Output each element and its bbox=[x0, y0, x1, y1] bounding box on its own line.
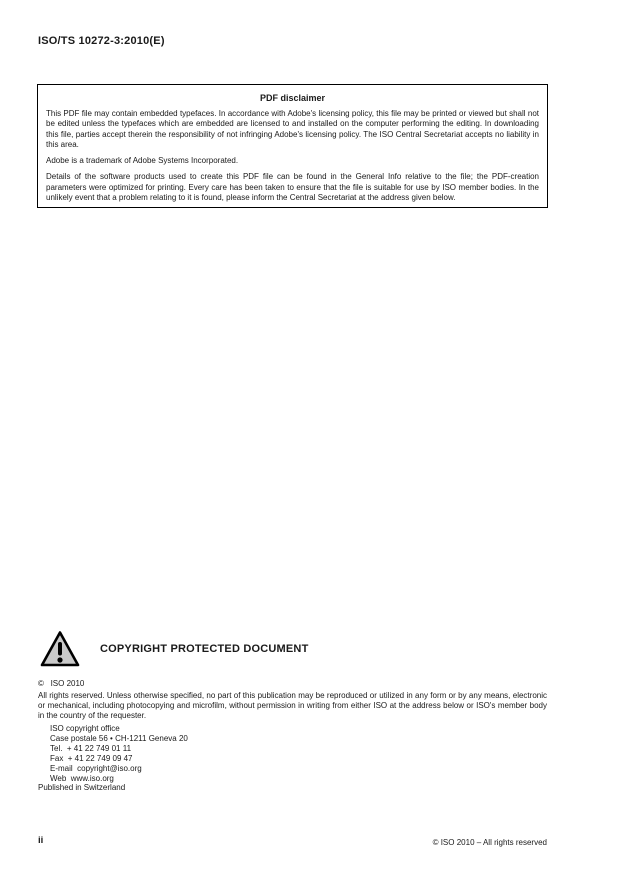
document-number: ISO/TS 10272-3:2010(E) bbox=[38, 35, 165, 47]
warning-triangle-icon bbox=[40, 630, 80, 668]
rights-reserved-paragraph: All rights reserved. Unless otherwise specified, no part of this publication may be reproduced or utilized in any form or by any means, electronic or mechanical, including photocopying and microfilm, without permission in writing from either ISO at the address below or ISO's member body in the country of the requester. bbox=[38, 691, 547, 720]
address-line-email: E-mail copyright@iso.org bbox=[50, 764, 142, 773]
published-in-line: Published in Switzerland bbox=[38, 783, 126, 792]
disclaimer-title: PDF disclaimer bbox=[259, 93, 326, 103]
pdf-disclaimer-box bbox=[37, 84, 548, 208]
footer-copyright: © ISO 2010 – All rights reserved bbox=[432, 838, 547, 847]
disclaimer-paragraph: This PDF file may contain embedded typefaces. In accordance with Adobe's licensing policy, this file may be printed or viewed but shall not be edited unless the typefaces which are embedded are licensed to and installed on the computer performing the editing. In downloading this file, parties accept therein the responsibility of not infringing Adobe's licensing policy. The ISO Central Secretariat accepts no liability in this area. bbox=[46, 109, 539, 149]
disclaimer-paragraph: Details of the software products used to create this PDF file can be found in the General Info relative to the file; the PDF-creation parameters were optimized for printing. Every care has been taken to ensure that the file is suitable for use by ISO member bodies. In the unlikely event that a problem relating to it is found, please inform the Central Secretariat at the address given below. bbox=[46, 172, 539, 203]
disclaimer-paragraph: Adobe is a trademark of Adobe Systems Incorporated. bbox=[46, 156, 239, 166]
footer-page-number: ii bbox=[38, 835, 44, 846]
copyright-heading-row bbox=[40, 630, 309, 668]
address-line-web: Web www.iso.org bbox=[50, 774, 114, 783]
copyright-year-line: © ISO 2010 bbox=[38, 679, 85, 688]
address-line-fax: Fax + 41 22 749 09 47 bbox=[50, 754, 133, 763]
iso-address-block bbox=[50, 724, 188, 784]
copyright-protected-heading: COPYRIGHT PROTECTED DOCUMENT bbox=[100, 643, 309, 655]
address-line-tel: Tel. + 41 22 749 01 11 bbox=[50, 744, 132, 753]
address-line-postal: Case postale 56 • CH-1211 Geneva 20 bbox=[50, 734, 188, 743]
address-line-office: ISO copyright office bbox=[50, 724, 120, 733]
